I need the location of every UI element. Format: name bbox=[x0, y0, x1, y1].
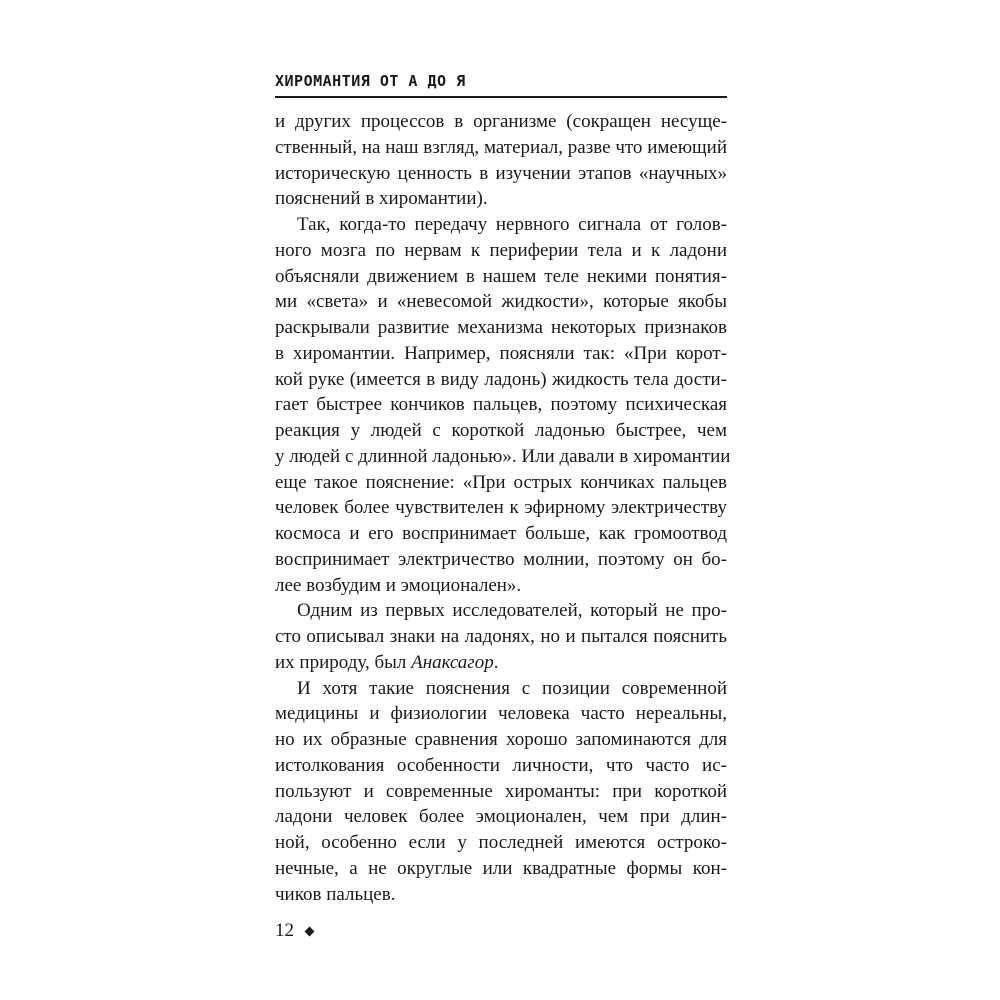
text-line: ной, особенно если у последней имеются остроко- bbox=[275, 832, 727, 853]
running-title: ХИРОМАНТИЯ ОТ А ДО Я bbox=[275, 72, 466, 90]
text-line: космоса и его воспринимает больше, как громоотвод bbox=[275, 523, 727, 544]
text-line: и других процессов в организме (сокращен несуще- bbox=[275, 111, 727, 132]
text-line-tail: . bbox=[493, 651, 499, 673]
text-line: в хиромантии. Например, поясняли так: «При корот- bbox=[275, 342, 727, 364]
paragraph-4 bbox=[275, 676, 727, 908]
text-line: но их образные сравнения хорошо запоминаются для bbox=[275, 729, 727, 750]
text-line: ственный, на наш взгляд, материал, разве что имеющий bbox=[275, 136, 727, 158]
text-line: пояснений в хиромантии). bbox=[275, 188, 488, 210]
text-line: Одним из первых исследователей, который не про- bbox=[297, 600, 727, 622]
paragraph-3 bbox=[275, 598, 727, 675]
paragraph-2 bbox=[275, 212, 731, 598]
text-line: Так, когда-то передачу нервного сигнала от голов- bbox=[297, 214, 727, 235]
text-line: ного мозга по нервам к периферии тела и к ладони bbox=[275, 239, 727, 261]
text-line: гает быстрее кончиков пальцев, поэтому психическая bbox=[275, 394, 727, 416]
text-line: реакция у людей с короткой ладонью быстрее, чем bbox=[275, 420, 727, 441]
text-line: ладони человек более эмоционален, чем при длин- bbox=[275, 806, 727, 828]
text-line: воспринимает электричество молнии, поэтому он бо- bbox=[275, 548, 727, 570]
text-line: истолкования особенности личности, что часто ис- bbox=[275, 754, 727, 776]
text-line: кой руке (имеется в виду ладонь) жидкость тела дости- bbox=[275, 368, 727, 390]
text-line: еще такое пояснение: «При острых кончиках пальцев bbox=[275, 471, 727, 493]
text-line: человек более чувствителен к эфирному электричеству bbox=[275, 497, 727, 519]
text-line: ми «света» и «невесомой жидкости», которые якобы bbox=[275, 291, 727, 313]
text-line: сто описывал знаки на ладонях, но и пытался пояснить bbox=[275, 626, 727, 647]
text-line: лее возбудим и эмоционален». bbox=[275, 574, 522, 596]
text-line: медицины и физиологии человека часто нереальны, bbox=[275, 703, 727, 725]
text-line: чиков пальцев. bbox=[275, 883, 396, 905]
text-line: у людей с длинной ладонью». Или давали в хиромантии bbox=[275, 445, 731, 467]
running-header bbox=[275, 64, 727, 98]
text-line: историческую ценность в изучении этапов «научных» bbox=[275, 162, 727, 184]
text-line-lead: их природу, был bbox=[275, 651, 412, 673]
italic-name: Анаксагор bbox=[411, 651, 494, 673]
text-line: нечные, а не округлые или квадратные формы кон- bbox=[275, 857, 727, 879]
text-line: раскрывали развитие механизма некоторых признаков bbox=[275, 317, 727, 338]
text-line-with-name bbox=[275, 650, 727, 676]
text-line: И хотя такие пояснения с позиции современной bbox=[297, 677, 727, 699]
paragraph-1 bbox=[275, 109, 727, 212]
text-line: пользуют и современные хироманты: при короткой bbox=[275, 780, 727, 802]
text-line: объясняли движением в нашем теле некими понятия- bbox=[275, 265, 727, 287]
page-number: 12 bbox=[275, 920, 294, 941]
diamond-icon bbox=[305, 926, 315, 936]
page-footer bbox=[275, 920, 313, 942]
body-text bbox=[275, 109, 731, 907]
